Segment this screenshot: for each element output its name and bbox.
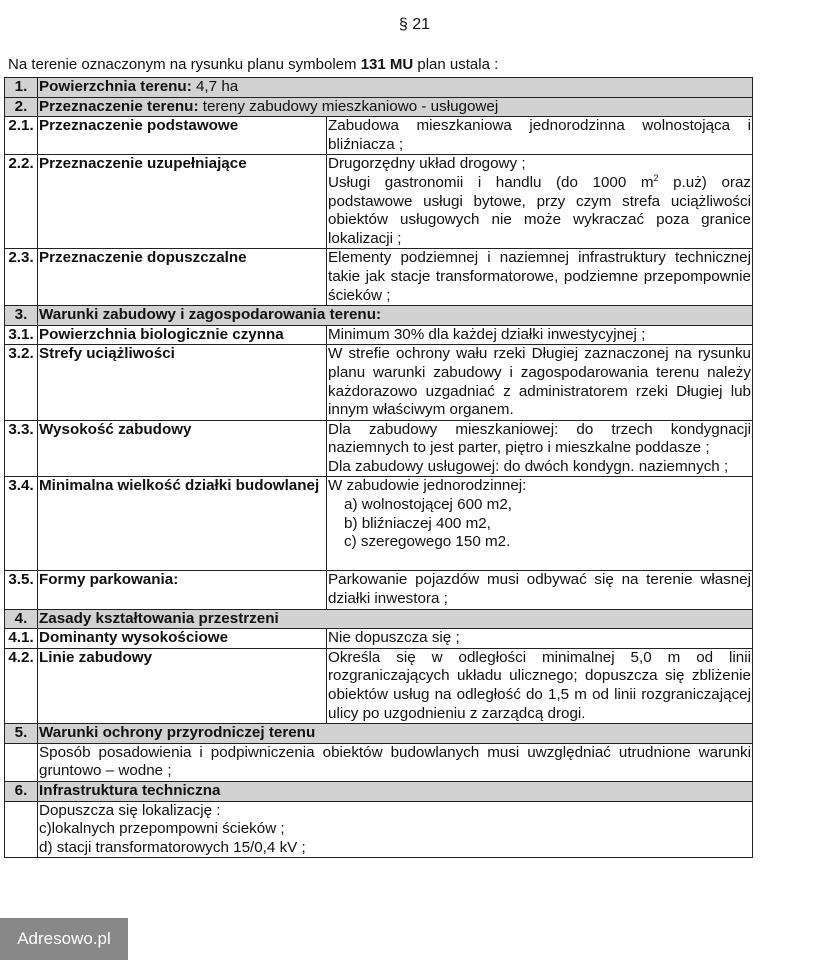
table-row xyxy=(5,724,753,744)
row-label: Przeznaczenie uzupełniające xyxy=(38,155,327,249)
row-label: Formy parkowania: xyxy=(38,571,327,609)
table-row xyxy=(5,117,753,155)
row-value: 4,7 ha xyxy=(191,78,239,95)
list-item: a) wolnostojącej 600 m2, xyxy=(344,496,512,514)
row-label: Warunki ochrony przyrodniczej terenu xyxy=(38,724,753,744)
row-number: 2.2. xyxy=(5,155,38,249)
row-value xyxy=(327,420,753,477)
value-text: p.uż) oraz podstawowe usługi bytowe, przy czym strefa uciążliwości obiektów usługowych nie może wykraczać poza granice lokalizacji ; xyxy=(328,173,751,247)
row-label: Zasady kształtowania przestrzeni xyxy=(38,609,753,629)
table-row xyxy=(5,420,753,477)
row-value: W strefie ochrony wału rzeki Długiej zaznaczonej na rysunku planu warunki zabudowy i zagospodarowania terenu należy każdorazowo uzgadniać z administratorem rzeki Długiej lub innym właściwym organem. xyxy=(327,345,753,420)
empty-cell xyxy=(5,801,38,858)
row-value xyxy=(327,155,753,249)
row-number: 2. xyxy=(5,97,38,117)
table-row xyxy=(5,249,753,306)
provisions-table xyxy=(4,77,753,858)
row-number: 4. xyxy=(5,609,38,629)
row-number: 3.5. xyxy=(5,571,38,609)
row-value: Elementy podziemnej i naziemnej infrastruktury technicznej takie jak stacje transformatorowe, podziemne przepompownie ścieków ; xyxy=(327,249,753,306)
plot-size-list xyxy=(328,496,751,552)
row-value xyxy=(327,477,753,571)
row-label: Warunki zabudowy i zagospodarowania terenu: xyxy=(38,306,753,326)
value-line: Dopuszcza się lokalizację : xyxy=(39,801,221,819)
row-number: 3.3. xyxy=(5,420,38,477)
row-heading xyxy=(38,97,753,117)
list-item: b) bliźniaczej 400 m2, xyxy=(344,514,491,532)
row-label: Linie zabudowy xyxy=(38,648,327,723)
value-intro: W zabudowie jednorodzinnej: xyxy=(328,477,527,495)
row-label: Powierzchnia terenu: xyxy=(39,78,192,95)
table-row xyxy=(5,801,753,858)
table-row xyxy=(5,571,753,609)
row-number: 3.2. xyxy=(5,345,38,420)
row-label: Przeznaczenie dopuszczalne xyxy=(38,249,327,306)
value-line: d) stacji transformatorowych 15/0,4 kV ; xyxy=(39,838,306,856)
row-number: 1. xyxy=(5,78,38,98)
row-value: Minimum 30% dla każdej działki inwestycyjnej ; xyxy=(327,325,753,345)
row-value: tereny zabudowy mieszkaniowo - usługowej xyxy=(198,97,499,115)
table-row xyxy=(5,306,753,326)
intro-text-end: plan ustala : xyxy=(413,56,499,73)
row-value: Parkowanie pojazdów musi odbywać się na terenie własnej działki inwestora ; xyxy=(327,571,753,609)
row-label: Strefy uciążliwości xyxy=(38,345,327,420)
row-number: 3. xyxy=(5,306,38,326)
table-row xyxy=(5,782,753,802)
table-row xyxy=(5,477,753,571)
row-heading xyxy=(38,78,753,98)
intro-text: Na terenie oznaczonym na rysunku planu symbolem xyxy=(8,56,361,73)
row-label: Przeznaczenie terenu: xyxy=(39,97,199,115)
value-text: Usługi gastronomii i handlu (do 1000 m xyxy=(328,173,654,191)
value-line: c)lokalnych przepompowni ścieków ; xyxy=(39,820,285,838)
row-number: 5. xyxy=(5,724,38,744)
table-row xyxy=(5,155,753,249)
row-value: Zabudowa mieszkaniowa jednorodzinna wolnostojąca i bliźniacza ; xyxy=(327,117,753,155)
row-number: 3.4. xyxy=(5,477,38,571)
row-label: Powierzchnia biologicznie czynna xyxy=(38,325,327,345)
intro-sentence xyxy=(8,56,498,73)
paragraph-number: § 21 xyxy=(398,16,431,33)
table-row xyxy=(5,97,753,117)
row-number: 3.1. xyxy=(5,325,38,345)
table-row xyxy=(5,325,753,345)
row-value: Nie dopuszcza się ; xyxy=(327,629,753,649)
row-number: 4.1. xyxy=(5,629,38,649)
value-line xyxy=(328,174,751,248)
row-number: 4.2. xyxy=(5,648,38,723)
row-label: Minimalna wielkość działki budowlanej xyxy=(38,477,327,571)
table-row xyxy=(5,629,753,649)
value-paragraph: Dla zabudowy mieszkaniowej: do trzech kondygnacji naziemnych to jest parter, piętro i mieszkalne poddasze ; xyxy=(328,420,751,457)
row-label: Przeznaczenie podstawowe xyxy=(38,117,327,155)
table-row xyxy=(5,743,753,781)
superscript: 2 xyxy=(653,172,659,183)
row-value: Określa się w odległości minimalnej 5,0 m od linii rozgraniczających układu ulicznego; dopuszcza się zbliżenie obiektów usług na odległość do 1,5 m od linii rozgraniczającej ulicy po uzgodnieniu z zarządcą drogi. xyxy=(327,648,753,723)
empty-cell xyxy=(5,743,38,781)
table-row xyxy=(5,648,753,723)
plan-symbol: 131 MU xyxy=(360,56,414,73)
row-number: 6. xyxy=(5,782,38,802)
list-item: c) szeregowego 150 m2. xyxy=(344,533,511,551)
table-row xyxy=(5,345,753,420)
table-row xyxy=(5,78,753,98)
row-label: Wysokość zabudowy xyxy=(38,420,327,477)
table-row xyxy=(5,609,753,629)
value-line: Drugorzędny układ drogowy ; xyxy=(328,155,526,173)
value-paragraph: Dla zabudowy usługowej: do dwóch kondygn. naziemnych ; xyxy=(328,457,729,475)
row-number: 2.3. xyxy=(5,249,38,306)
row-label: Dominanty wysokościowe xyxy=(38,629,327,649)
row-number: 2.1. xyxy=(5,117,38,155)
row-value xyxy=(38,801,753,858)
watermark-badge: Adresowo.pl xyxy=(0,918,128,960)
row-label: Infrastruktura techniczna xyxy=(38,782,753,802)
row-value: Sposób posadowienia i podpiwniczenia obiektów budowlanych musi uwzględniać utrudnione warunki gruntowo – wodne ; xyxy=(38,743,753,781)
